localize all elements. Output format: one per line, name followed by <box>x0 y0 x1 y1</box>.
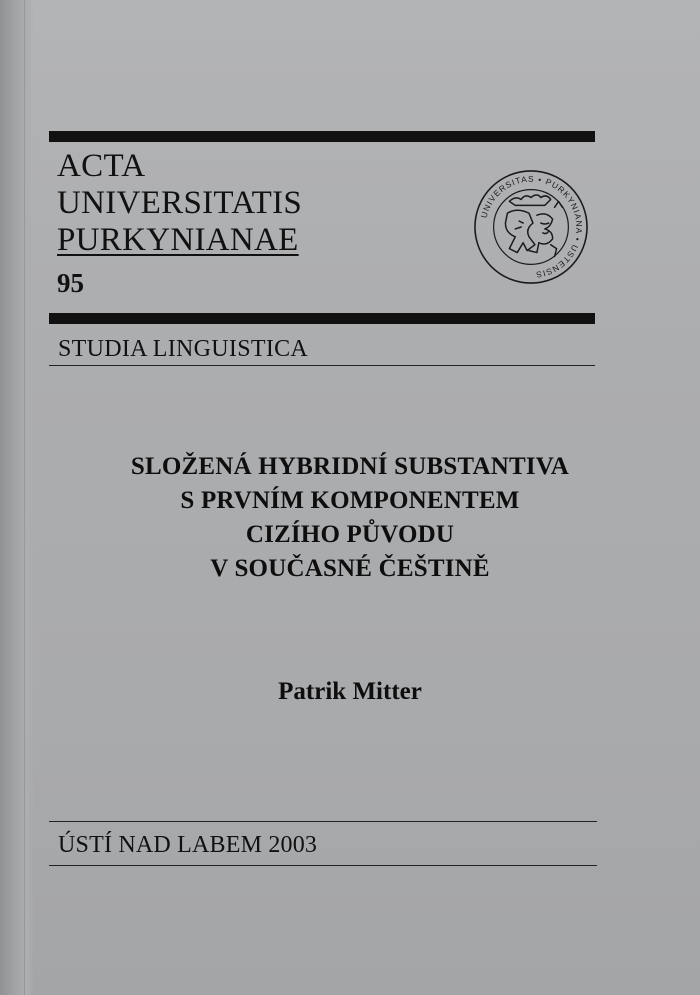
series-title-block <box>57 148 302 299</box>
imprint-top-rule <box>49 821 597 822</box>
university-seal-icon <box>472 168 590 286</box>
seal-inscription: UNIVERSITAS • PURKYNIANA • USTENSIS <box>478 173 585 281</box>
top-thick-rule <box>49 131 595 142</box>
title-line-4: V SOUČASNÉ ČEŠTINĚ <box>210 555 490 582</box>
title-line-2: S PRVNÍM KOMPONENTEM <box>180 487 520 514</box>
series-line-3: PURKYNIANAE <box>57 222 299 258</box>
book-title <box>40 450 660 586</box>
subseries-title: STUDIA LINGUISTICA <box>58 336 309 362</box>
spine-shadow <box>0 0 34 995</box>
title-line-1: SLOŽENÁ HYBRIDNÍ SUBSTANTIVA <box>130 453 570 480</box>
subseries-rule <box>49 365 595 366</box>
middle-thick-rule <box>49 313 595 324</box>
series-line-1: ACTA <box>57 148 146 184</box>
title-line-3: CIZÍHO PŮVODU <box>245 521 455 548</box>
series-line-2: UNIVERSITATIS <box>57 185 303 221</box>
imprint-bottom-rule <box>49 865 597 866</box>
spine-fold <box>24 0 25 995</box>
imprint-place-year: ÚSTÍ NAD LABEM 2003 <box>58 832 318 858</box>
series-number: 95 <box>57 268 84 298</box>
author-name: Patrik Mitter <box>278 678 422 705</box>
